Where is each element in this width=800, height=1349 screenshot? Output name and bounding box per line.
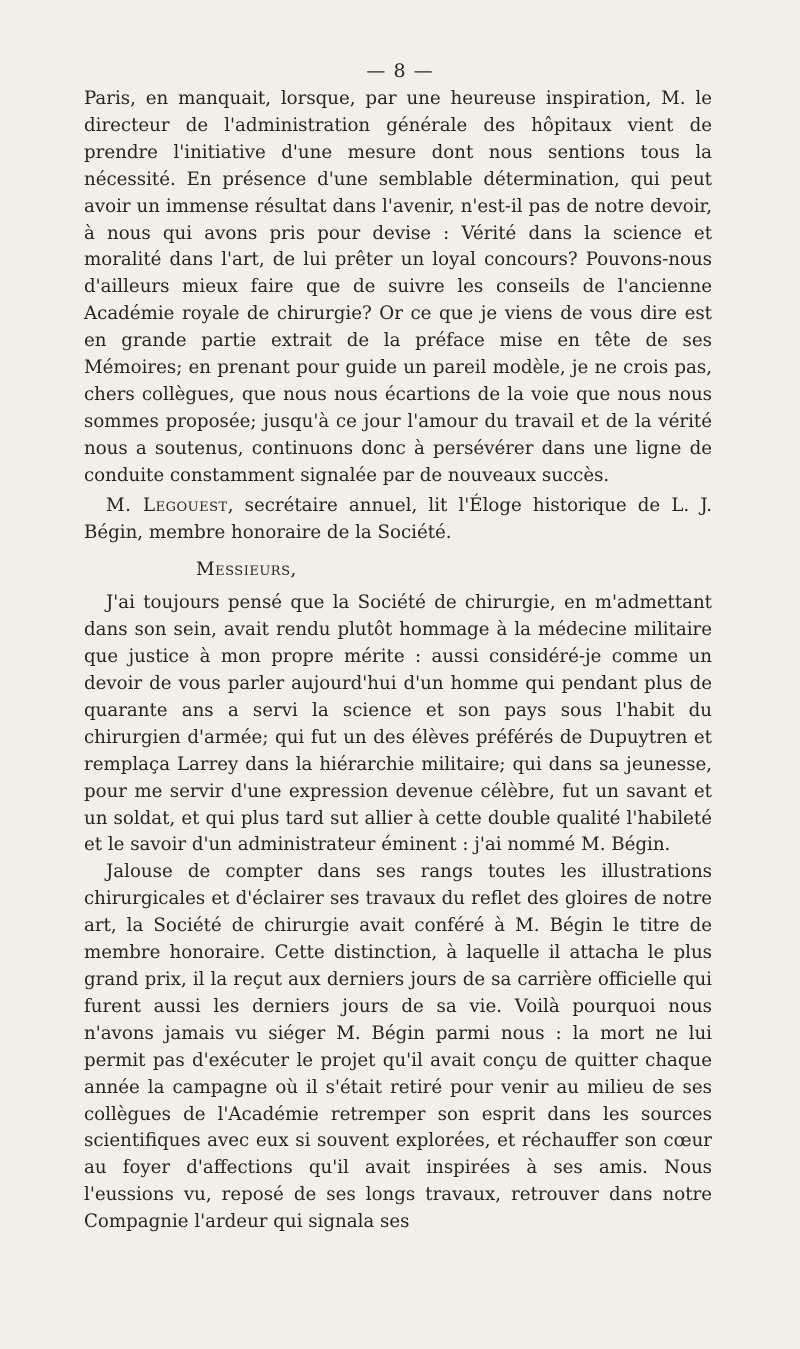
paragraph-legouest-text: , secrétaire annuel, lit l'Éloge historique de L. J. Bégin, membre honoraire de la Société. — [84, 494, 712, 543]
paragraph-eloge-intro: J'ai toujours pensé que la Société de chirurgie, en m'admettant dans son sein, avait rendu plutôt hommage à la médecine militaire que justice à mon propre mérite : aussi considéré-je comme un devoir de vous parler aujourd'hui d'un homme qui pendant plus de quarante ans a servi la science et son pays sous l'habit du chirurgien d'armée; qui fut un des élèves préférés de Dupuytren et remplaça Larrey dans la hiérarchie militaire; qui dans sa jeunesse, pour me servir d'une expression devenue célèbre, fut un savant et un soldat, et qui plus tard sut allier à cette double qualité l'habileté et le savoir d'un administrateur éminent : j'ai nommé M. Bégin. — [84, 592, 712, 856]
paragraph-continuation: Paris, en manquait, lorsque, par une heureuse inspiration, M. le directeur de l'administration générale des hôpitaux vient de prendre l'initiative d'une mesure dont nous sentions tous la nécessité. En présence d'une semblable détermination, qui peut avoir un immense résultat dans l'avenir, n'est-il pas de notre devoir, à nous qui avons pris pour devise : Vérité dans la science et moralité dans l'art, de lui prêter un loyal concours? Pouvons-nous d'ailleurs mieux faire que de suivre les conseils de l'ancienne Académie royale de chirurgie? Or ce que je viens de vous dire est en grande partie extrait de la préface mise en tête de ses Mémoires; en prenant pour guide un pareil modèle, je ne crois pas, chers collègues, que nous nous écartions de la voie que nous nous sommes proposée; jusqu'à ce jour l'amour du travail et de la vérité nous a soutenus, continuons donc à persévérer dans une ligne de conduite constamment signalée par de nouveaux succès. — [84, 88, 712, 486]
body-text — [84, 86, 712, 1236]
salutation: Messieurs, — [196, 559, 297, 581]
paragraph-legouest — [84, 493, 712, 547]
page-number: — 8 — — [366, 60, 434, 82]
speaker-name: M. Legouest — [106, 494, 228, 516]
paragraph-eloge-honoraire: Jalouse de compter dans ses rangs toutes les illustrations chirurgicales et d'éclairer ses travaux du reflet des gloires de notre art, la Société de chirurgie avait conféré à M. Bégin le titre de membre honoraire. Cette distinction, à laquelle il attacha le plus grand prix, il la reçut aux derniers jours de sa carrière officielle qui furent aussi les derniers jours de sa vie. Voilà pourquoi nous n'avons jamais vu siéger M. Bégin parmi nous : la mort ne lui permit pas d'exécuter le projet qu'il avait conçu de quitter chaque année la campagne où il s'était retiré pour venir au milieu de ses collègues de l'Académie retremper son esprit dans les sources scientifiques avec eux si souvent explorées, et réchauffer son cœur au foyer d'affections qu'il avait inspirées à ses amis. Nous l'eussions vu, reposé de ses longs travaux, retrouver dans notre Compagnie l'ardeur qui signala ses — [84, 861, 712, 1233]
